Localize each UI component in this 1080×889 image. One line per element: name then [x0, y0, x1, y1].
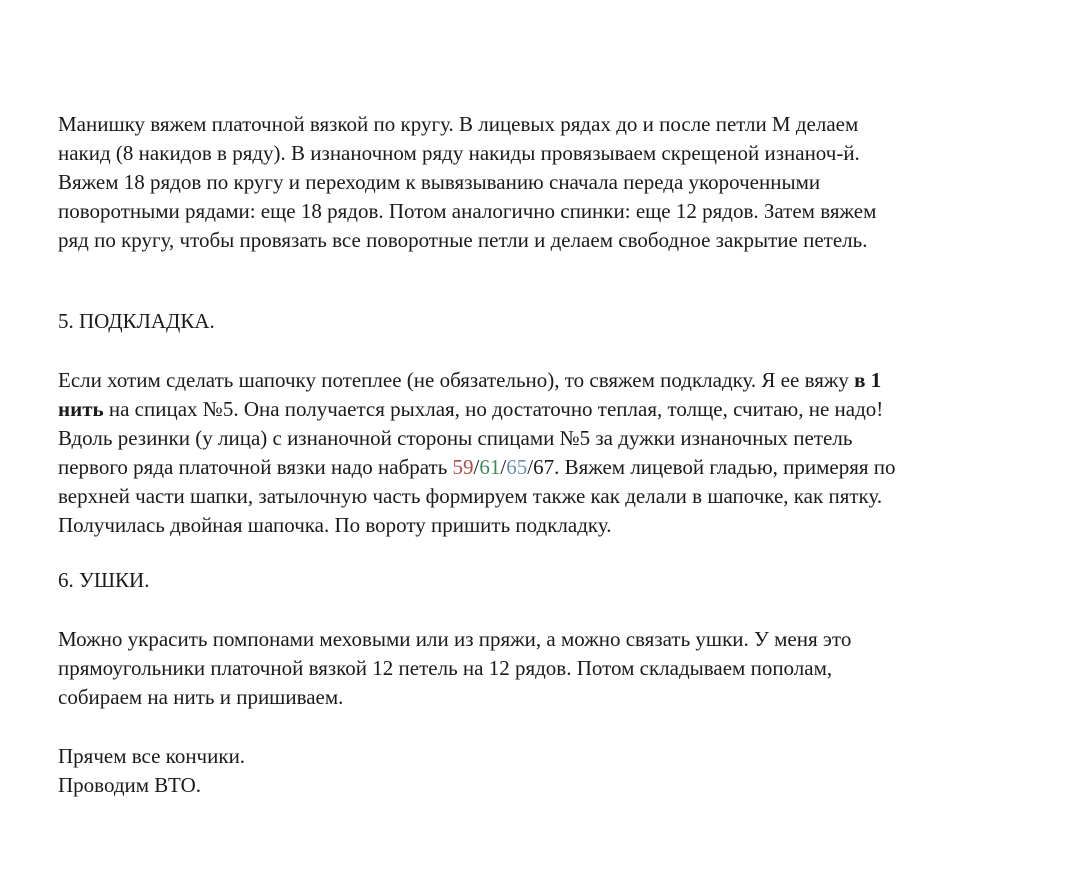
section-5-line-2	[58, 395, 1058, 424]
closing-paragraph	[58, 742, 1058, 800]
intro-line-3: Вяжем 18 рядов по кругу и переходим к вывязыванию сначала переда укороченными	[58, 170, 821, 194]
section-6-line-2: прямоугольники платочной вязкой 12 петель на 12 рядов. Потом складываем пополам,	[58, 656, 833, 680]
intro-line-2: накид (8 накидов в ряду). В изнаночном ряду накиды провязываем скрещеной изнаноч-й.	[58, 141, 860, 165]
section-5-line-5: верхней части шапки, затылочную часть формируем также как делали в шапочке, как пятку.	[58, 484, 883, 508]
intro-line-5: ряд по кругу, чтобы провязать все поворотные петли и делаем свободное закрытие петель.	[58, 228, 868, 252]
document-page	[58, 110, 1058, 800]
separator-2: /	[500, 455, 507, 479]
separator-3: /	[527, 455, 534, 479]
section-6-paragraph	[58, 625, 1058, 712]
intro-paragraph	[58, 110, 1058, 255]
section-5-line-1	[58, 366, 1058, 395]
section-5-line-4-pre: первого ряда платочной вязки надо набрать	[58, 455, 453, 479]
stitch-count-59: 59	[452, 455, 474, 479]
intro-line-1: Манишку вяжем платочной вязкой по кругу. В лицевых рядах до и после петли М делаем	[58, 112, 859, 136]
section-5-paragraph	[58, 366, 1058, 540]
stitch-count-65: 65	[506, 455, 528, 479]
section-5-line-1-text: Если хотим сделать шапочку потеплее (не обязательно), то свяжем подкладку. Я ее вяжу	[58, 368, 855, 392]
section-5-line-2-text: на спицах №5. Она получается рыхлая, но достаточно теплая, толще, считаю, не надо!	[103, 397, 884, 421]
stitch-count-61: 61	[479, 455, 501, 479]
section-5-line-4	[58, 453, 1058, 482]
separator-1: /	[473, 455, 480, 479]
section-5-line-3: Вдоль резинки (у лица) с изнаночной стороны спицами №5 за дужки изнаночных петель	[58, 426, 853, 450]
section-6-line-1: Можно украсить помпонами меховыми или из пряжи, а можно связать ушки. У меня это	[58, 627, 852, 651]
stitch-count-67: 67	[533, 455, 555, 479]
closing-line-2: Проводим ВТО.	[58, 773, 201, 797]
section-5-line-2-bold: нить	[58, 397, 104, 421]
section-6-line-3: собираем на нить и пришиваем.	[58, 685, 344, 709]
section-5-heading: 5. ПОДКЛАДКА.	[58, 309, 215, 333]
intro-line-4: поворотными рядами: еще 18 рядов. Потом аналогично спинки: еще 12 рядов. Затем вяжем	[58, 199, 877, 223]
closing-line-1: Прячем все кончики.	[58, 744, 246, 768]
section-5-line-4-post: . Вяжем лицевой гладью, примеряя по	[554, 455, 896, 479]
section-6-heading: 6. УШКИ.	[58, 568, 150, 592]
section-5-line-1-bold: в 1	[854, 368, 882, 392]
section-5-line-6: Получилась двойная шапочка. По вороту пришить подкладку.	[58, 513, 612, 537]
